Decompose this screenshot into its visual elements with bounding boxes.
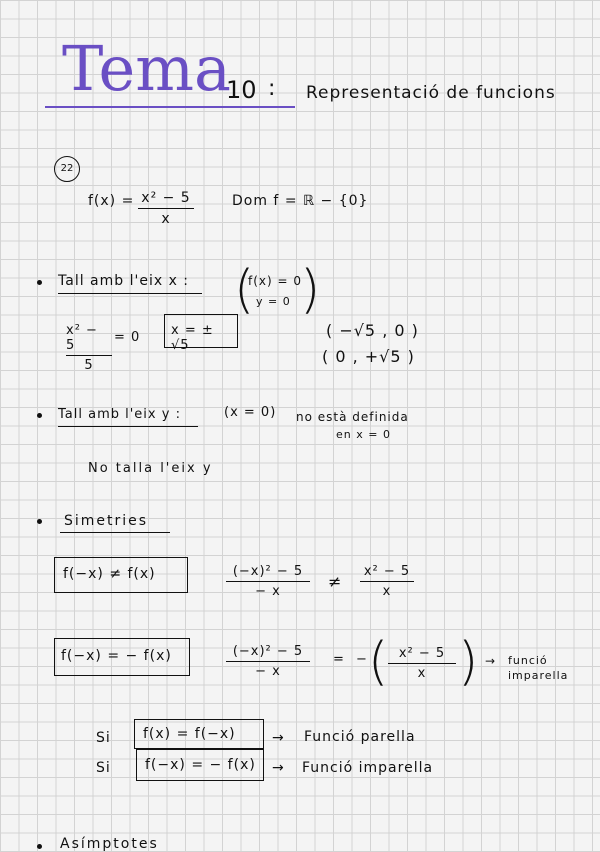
bullet <box>37 519 42 524</box>
rule-1-result: Funció parella <box>304 729 416 745</box>
y-intercept-point: (x = 0) <box>224 405 277 420</box>
bullet <box>37 280 42 285</box>
system-paren-right: ) <box>300 260 321 320</box>
fraction-bar <box>66 355 112 356</box>
title-number: 10 <box>226 76 257 104</box>
fraction-denominator: x <box>417 666 427 681</box>
symmetry-fraction-3 <box>226 644 310 679</box>
fraction-bar <box>138 208 194 209</box>
fraction-bar <box>360 581 414 582</box>
fraction-denominator: x <box>382 584 392 599</box>
rule-2-box: f(−x) = − f(x) <box>136 749 264 781</box>
x-intercept-point-2: ( 0 , +√5 ) <box>322 347 415 366</box>
fraction-paren-left: ( <box>368 632 389 692</box>
y-intercept-conclusion: No talla l'eix y <box>88 461 213 476</box>
side-note-line-2: imparella <box>508 669 569 682</box>
heading-underline <box>58 426 198 427</box>
arrow-icon: → <box>272 760 285 776</box>
section-heading-symmetry: Simetries <box>64 513 149 529</box>
equation-denominator: 5 <box>84 358 94 373</box>
function-numerator: x² − 5 <box>141 190 191 206</box>
title-colon: : <box>268 76 276 101</box>
minus-sign: − <box>356 652 368 667</box>
bullet <box>37 413 42 418</box>
symmetry-fraction-2 <box>360 564 414 599</box>
fraction-denominator: − x <box>255 584 281 599</box>
symmetry-box-odd: f(−x) = − f(x) <box>54 638 190 676</box>
not-equal-sign: ≠ <box>328 572 343 591</box>
page-title: Tema <box>62 32 231 105</box>
title-underline <box>45 106 295 108</box>
symmetry-box-even: f(−x) ≠ f(x) <box>54 557 188 593</box>
fraction-numerator: (−x)² − 5 <box>232 644 304 659</box>
bullet <box>37 844 42 849</box>
symmetry-fraction-4 <box>388 646 456 681</box>
rule-1-si: Si <box>96 730 111 746</box>
system-line-2: y = 0 <box>256 295 291 308</box>
fraction-bar <box>226 661 310 662</box>
section-heading-asymptotes: Asímptotes <box>60 836 159 852</box>
x-intercept-equation <box>66 323 112 373</box>
heading-underline <box>60 532 170 533</box>
equal-sign: = <box>333 652 345 667</box>
arrow-icon: → <box>485 654 497 668</box>
fraction-paren-right: ) <box>458 632 479 692</box>
y-intercept-note-line-1: no està definida <box>296 410 409 424</box>
exercise-number-badge: 22 <box>54 156 80 182</box>
equation-rhs: = 0 <box>114 330 141 345</box>
system-paren-left: ( <box>234 260 255 320</box>
rule-2-si: Si <box>96 760 111 776</box>
function-fraction <box>138 190 194 227</box>
fraction-numerator: x² − 5 <box>363 564 411 579</box>
function-denominator: x <box>161 211 171 227</box>
rule-2-result: Funció imparella <box>302 760 434 776</box>
fraction-bar <box>226 581 310 582</box>
system-line-1: f(x) = 0 <box>248 274 303 288</box>
x-intercept-solution-box: x = ± √5 <box>164 314 238 348</box>
heading-underline <box>58 293 202 294</box>
section-heading-x-intercept: Tall amb l'eix x : <box>58 273 190 289</box>
y-intercept-note-line-2: en x = 0 <box>336 428 391 441</box>
rule-1-box: f(x) = f(−x) <box>134 719 264 749</box>
page-subtitle: Representació de funcions <box>306 83 556 103</box>
function-name: f(x) = <box>88 193 135 209</box>
symmetry-fraction-1 <box>226 564 310 599</box>
domain: Dom f = ℝ − {0} <box>232 193 369 209</box>
arrow-icon: → <box>272 730 285 746</box>
fraction-bar <box>388 663 456 664</box>
fraction-numerator: (−x)² − 5 <box>232 564 304 579</box>
section-heading-y-intercept: Tall amb l'eix y : <box>58 407 181 422</box>
x-intercept-point-1: ( −√5 , 0 ) <box>326 321 419 340</box>
side-note-line-1: funció <box>508 654 548 667</box>
equation-numerator: x² − 5 <box>66 323 98 353</box>
fraction-denominator: − x <box>255 664 281 679</box>
fraction-numerator: x² − 5 <box>398 646 446 661</box>
